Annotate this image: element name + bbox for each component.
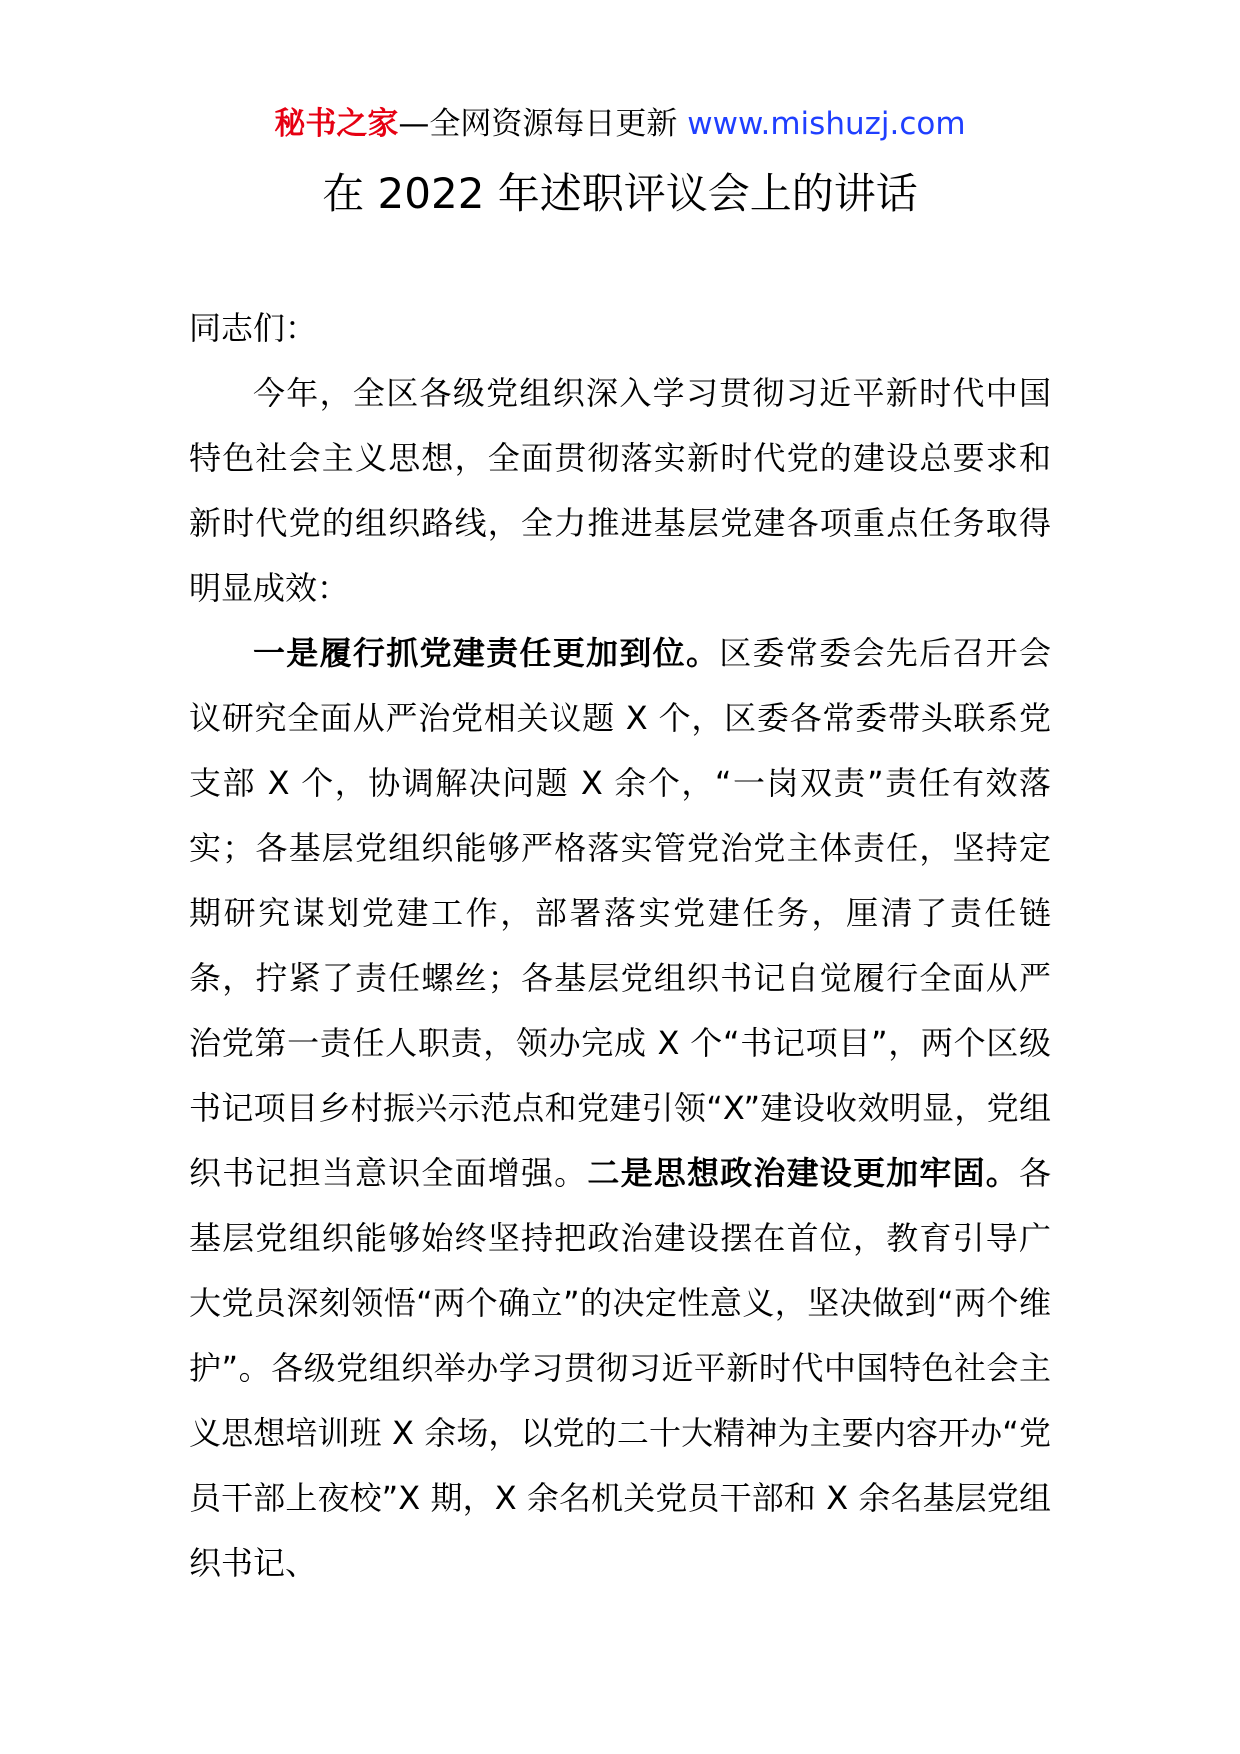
point1-text: 区委常委会先后召开会议研究全面从严治党相关议题 X 个，区委各常委带头联系党支部 X 个，协调解决问题 X 余个，“一岗双责”责任有效落实；各基层党组织能够严格落实管党治党主体责任，坚持定期研究谋划党建工作，部署落实党建任务，厘清了责任链条，拧紧了责任螺丝；各基层党组织书记自觉履行全面从严治党第一责任人职责，领办完成 X 个“书记项目”，两个区级书记项目乡村振兴示范点和党建引领“X”建设收效明显，党组织书记担当意识全面增强。 — [189, 634, 1051, 1192]
point2-heading: 二是思想政治建设更加牢固。 — [587, 1154, 1019, 1192]
document-body — [189, 296, 1051, 1596]
point1-heading: 一是履行抓党建责任更加到位。 — [253, 634, 720, 672]
point2-text: 各基层党组织能够始终坚持把政治建设摆在首位，教育引导广大党员深刻领悟“两个确立”的决定性意义，坚决做到“两个维护”。各级党组织举办学习贯彻习近平新时代中国特色社会主义思想培训班 X 余场，以党的二十大精神为主要内容开办“党员干部上夜校”X 期，X 余名机关党员干部和 X 余名基层党组织书记、 — [189, 1154, 1051, 1582]
site-banner — [0, 98, 1240, 150]
salutation: 同志们： — [189, 309, 318, 347]
document-title: 在 2022 年述职评议会上的讲话 — [322, 169, 918, 218]
points-paragraph — [189, 621, 1051, 1596]
banner-tagline: —全网资源每日更新 — [398, 106, 688, 142]
site-url-link[interactable]: www.mishuzj.com — [687, 106, 966, 142]
brand-name: 秘书之家 — [274, 106, 399, 142]
intro-paragraph: 今年，全区各级党组织深入学习贯彻习近平新时代中国特色社会主义思想，全面贯彻落实新时代党的建设总要求和新时代党的组织路线，全力推进基层党建各项重点任务取得明显成效： — [189, 374, 1051, 607]
